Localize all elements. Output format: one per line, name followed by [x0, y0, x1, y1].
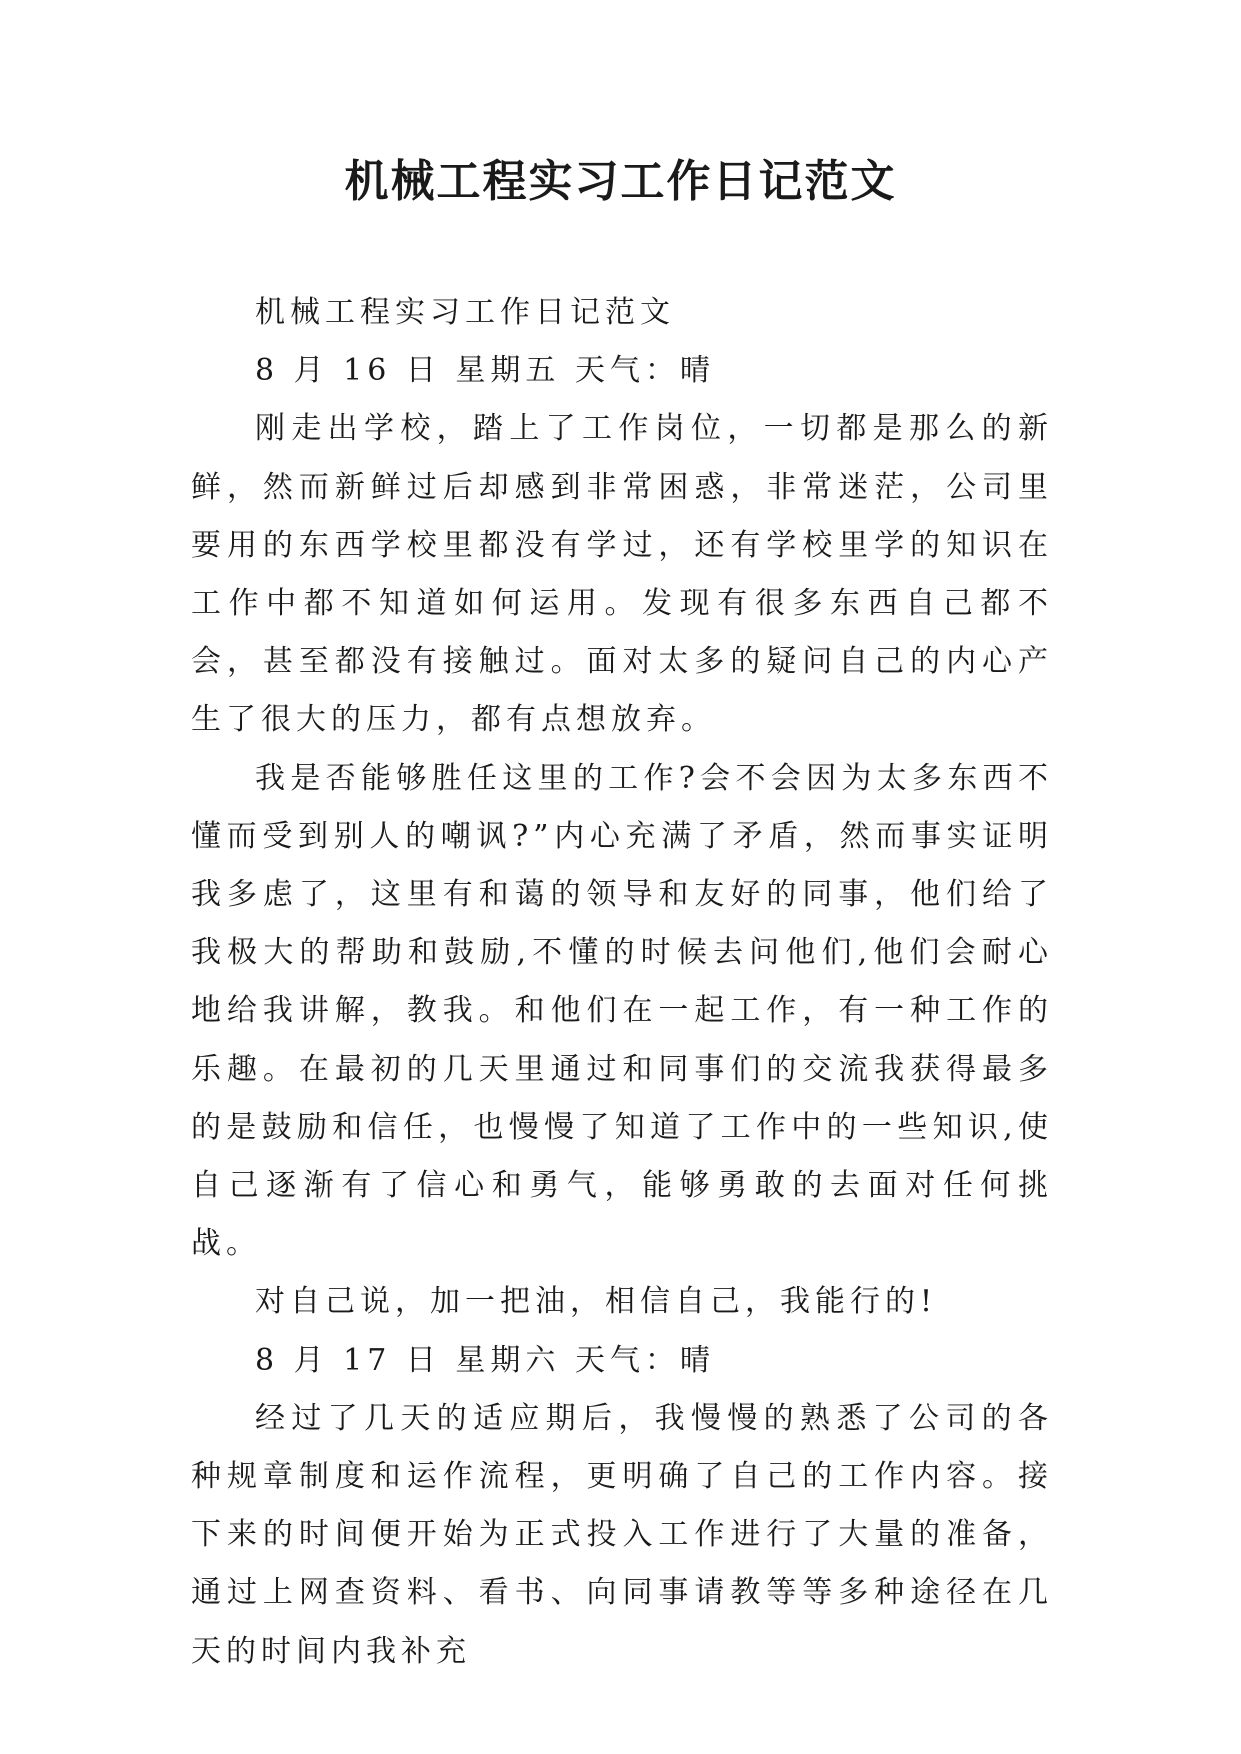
document-title: 机械工程实习工作日记范文	[344, 156, 897, 207]
paragraph-body: 我是否能够胜任这里的工作?会不会因为太多东西不懂而受到别人的嘲讽?”内心充满了矛盾，然而事实证明我多虑了，这里有和蔼的领导和友好的同事，他们给了我极大的帮助和鼓励,不懂的时候去问他们,他们会耐心地给我讲解，教我。和他们在一起工作，有一种工作的乐趣。在最初的几天里通过和同事们的交流我获得最多的是鼓励和信任，也慢慢了知道了工作中的一些知识,使自己逐渐有了信心和勇气，能够勇敢的去面对任何挑战。	[191, 760, 1053, 1262]
paragraph-date-aug-17: 8 月 17 日 星期六 天气：晴	[255, 1342, 715, 1378]
document-body	[191, 284, 1053, 1681]
paragraph-date-aug-16: 8 月 16 日 星期五 天气：晴	[255, 353, 715, 389]
paragraph-subtitle: 机械工程实习工作日记范文	[255, 295, 675, 330]
paragraph-body: 对自己说，加一把油，相信自己，我能行的!	[255, 1284, 938, 1320]
paragraph-body: 经过了几天的适应期后，我慢慢的熟悉了公司的各种规章制度和运作流程，更明确了自己的工作内容。接下来的时间便开始为正式投入工作进行了大量的准备，通过上网查资料、看书、向同事请教等等多种途径在几天的时间内我补充	[191, 1400, 1053, 1669]
paragraph-body: 刚走出学校，踏上了工作岗位，一切都是那么的新鲜，然而新鲜过后却感到非常困惑，非常迷茫，公司里要用的东西学校里都没有学过，还有学校里学的知识在工作中都不知道如何运用。发现有很多东西自己都不会，甚至都没有接触过。面对太多的疑问自己的内心产生了很大的压力，都有点想放弃。	[191, 411, 1053, 738]
